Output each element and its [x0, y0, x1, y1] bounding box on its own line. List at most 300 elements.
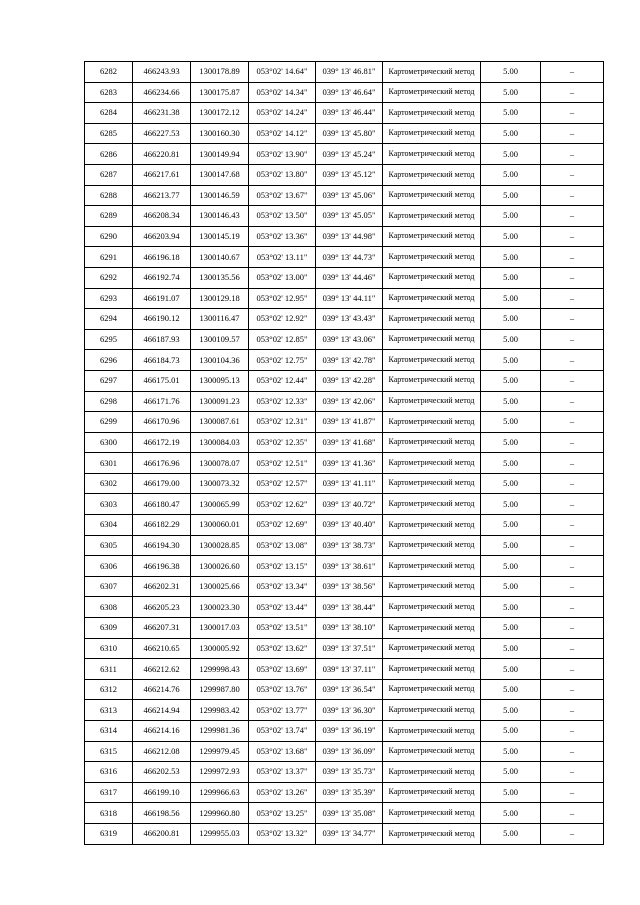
accuracy-cell: 5.00	[481, 247, 541, 268]
table-row	[85, 350, 604, 371]
note-cell: –	[541, 412, 604, 433]
accuracy-cell: 5.00	[481, 370, 541, 391]
latitude-cell: 053°02' 13.62"	[249, 638, 316, 659]
y-coordinate-cell: 1299979.45	[191, 741, 249, 762]
accuracy-cell: 5.00	[481, 721, 541, 742]
y-coordinate-cell: 1299955.03	[191, 823, 249, 844]
accuracy-cell: 5.00	[481, 144, 541, 165]
y-coordinate-cell: 1300087.61	[191, 412, 249, 433]
note-cell: –	[541, 62, 604, 83]
latitude-cell: 053°02' 12.92"	[249, 309, 316, 330]
note-cell: –	[541, 288, 604, 309]
latitude-cell: 053°02' 13.11"	[249, 247, 316, 268]
method-cell: Картометрический метод	[383, 247, 481, 268]
table-row	[85, 82, 604, 103]
method-cell: Картометрический метод	[383, 62, 481, 83]
x-coordinate-cell: 466176.96	[133, 453, 191, 474]
y-coordinate-cell: 1299983.42	[191, 700, 249, 721]
y-coordinate-cell: 1299960.80	[191, 803, 249, 824]
latitude-cell: 053°02' 13.34"	[249, 576, 316, 597]
y-coordinate-cell: 1300160.30	[191, 123, 249, 144]
x-coordinate-cell: 466196.18	[133, 247, 191, 268]
point-number-cell: 6282	[85, 62, 133, 83]
y-coordinate-cell: 1299972.93	[191, 762, 249, 783]
accuracy-cell: 5.00	[481, 62, 541, 83]
x-coordinate-cell: 466205.23	[133, 597, 191, 618]
x-coordinate-cell: 466212.08	[133, 741, 191, 762]
point-number-cell: 6315	[85, 741, 133, 762]
y-coordinate-cell: 1299981.36	[191, 721, 249, 742]
accuracy-cell: 5.00	[481, 823, 541, 844]
note-cell: –	[541, 164, 604, 185]
table-row	[85, 638, 604, 659]
x-coordinate-cell: 466220.81	[133, 144, 191, 165]
y-coordinate-cell: 1299966.63	[191, 782, 249, 803]
longitude-cell: 039° 13' 43.06"	[316, 329, 383, 350]
accuracy-cell: 5.00	[481, 432, 541, 453]
y-coordinate-cell: 1300145.19	[191, 226, 249, 247]
table-row	[85, 535, 604, 556]
note-cell: –	[541, 432, 604, 453]
note-cell: –	[541, 659, 604, 680]
accuracy-cell: 5.00	[481, 412, 541, 433]
point-number-cell: 6283	[85, 82, 133, 103]
point-number-cell: 6308	[85, 597, 133, 618]
point-number-cell: 6284	[85, 103, 133, 124]
point-number-cell: 6298	[85, 391, 133, 412]
accuracy-cell: 5.00	[481, 267, 541, 288]
method-cell: Картометрический метод	[383, 185, 481, 206]
x-coordinate-cell: 466170.96	[133, 412, 191, 433]
x-coordinate-cell: 466180.47	[133, 494, 191, 515]
latitude-cell: 053°02' 12.62"	[249, 494, 316, 515]
longitude-cell: 039° 13' 38.10"	[316, 618, 383, 639]
accuracy-cell: 5.00	[481, 659, 541, 680]
note-cell: –	[541, 782, 604, 803]
table-row	[85, 515, 604, 536]
point-number-cell: 6295	[85, 329, 133, 350]
accuracy-cell: 5.00	[481, 515, 541, 536]
method-cell: Картометрический метод	[383, 473, 481, 494]
table-row	[85, 597, 604, 618]
x-coordinate-cell: 466213.77	[133, 185, 191, 206]
longitude-cell: 039° 13' 45.06"	[316, 185, 383, 206]
y-coordinate-cell: 1299987.80	[191, 679, 249, 700]
x-coordinate-cell: 466243.93	[133, 62, 191, 83]
longitude-cell: 039° 13' 38.73"	[316, 535, 383, 556]
latitude-cell: 053°02' 13.15"	[249, 556, 316, 577]
y-coordinate-cell: 1300095.13	[191, 370, 249, 391]
method-cell: Картометрический метод	[383, 350, 481, 371]
table-row	[85, 453, 604, 474]
note-cell: –	[541, 144, 604, 165]
x-coordinate-cell: 466179.00	[133, 473, 191, 494]
longitude-cell: 039° 13' 45.24"	[316, 144, 383, 165]
latitude-cell: 053°02' 13.25"	[249, 803, 316, 824]
x-coordinate-cell: 466202.31	[133, 576, 191, 597]
point-number-cell: 6309	[85, 618, 133, 639]
method-cell: Картометрический метод	[383, 164, 481, 185]
latitude-cell: 053°02' 14.64"	[249, 62, 316, 83]
method-cell: Картометрический метод	[383, 123, 481, 144]
latitude-cell: 053°02' 12.33"	[249, 391, 316, 412]
longitude-cell: 039° 13' 45.80"	[316, 123, 383, 144]
accuracy-cell: 5.00	[481, 576, 541, 597]
method-cell: Картометрический метод	[383, 700, 481, 721]
accuracy-cell: 5.00	[481, 762, 541, 783]
accuracy-cell: 5.00	[481, 350, 541, 371]
x-coordinate-cell: 466187.93	[133, 329, 191, 350]
method-cell: Картометрический метод	[383, 144, 481, 165]
latitude-cell: 053°02' 13.32"	[249, 823, 316, 844]
latitude-cell: 053°02' 13.44"	[249, 597, 316, 618]
note-cell: –	[541, 329, 604, 350]
note-cell: –	[541, 185, 604, 206]
accuracy-cell: 5.00	[481, 741, 541, 762]
point-number-cell: 6319	[85, 823, 133, 844]
method-cell: Картометрический метод	[383, 741, 481, 762]
point-number-cell: 6313	[85, 700, 133, 721]
note-cell: –	[541, 535, 604, 556]
note-cell: –	[541, 82, 604, 103]
longitude-cell: 039° 13' 42.06"	[316, 391, 383, 412]
note-cell: –	[541, 576, 604, 597]
point-number-cell: 6303	[85, 494, 133, 515]
latitude-cell: 053°02' 13.77"	[249, 700, 316, 721]
method-cell: Картометрический метод	[383, 226, 481, 247]
point-number-cell: 6306	[85, 556, 133, 577]
latitude-cell: 053°02' 13.00"	[249, 267, 316, 288]
longitude-cell: 039° 13' 44.73"	[316, 247, 383, 268]
method-cell: Картометрический метод	[383, 515, 481, 536]
method-cell: Картометрический метод	[383, 206, 481, 227]
x-coordinate-cell: 466214.94	[133, 700, 191, 721]
latitude-cell: 053°02' 13.68"	[249, 741, 316, 762]
point-number-cell: 6294	[85, 309, 133, 330]
longitude-cell: 039° 13' 46.81"	[316, 62, 383, 83]
x-coordinate-cell: 466212.62	[133, 659, 191, 680]
y-coordinate-cell: 1300146.59	[191, 185, 249, 206]
note-cell: –	[541, 350, 604, 371]
x-coordinate-cell: 466175.01	[133, 370, 191, 391]
method-cell: Картометрический метод	[383, 309, 481, 330]
latitude-cell: 053°02' 12.35"	[249, 432, 316, 453]
accuracy-cell: 5.00	[481, 803, 541, 824]
point-number-cell: 6292	[85, 267, 133, 288]
x-coordinate-cell: 466234.66	[133, 82, 191, 103]
table-row	[85, 782, 604, 803]
method-cell: Картометрический метод	[383, 267, 481, 288]
accuracy-cell: 5.00	[481, 618, 541, 639]
accuracy-cell: 5.00	[481, 535, 541, 556]
y-coordinate-cell: 1299998.43	[191, 659, 249, 680]
longitude-cell: 039° 13' 41.87"	[316, 412, 383, 433]
point-number-cell: 6301	[85, 453, 133, 474]
accuracy-cell: 5.00	[481, 494, 541, 515]
note-cell: –	[541, 267, 604, 288]
point-number-cell: 6291	[85, 247, 133, 268]
y-coordinate-cell: 1300091.23	[191, 391, 249, 412]
y-coordinate-cell: 1300178.89	[191, 62, 249, 83]
note-cell: –	[541, 391, 604, 412]
accuracy-cell: 5.00	[481, 597, 541, 618]
y-coordinate-cell: 1300060.01	[191, 515, 249, 536]
y-coordinate-cell: 1300078.07	[191, 453, 249, 474]
y-coordinate-cell: 1300028.85	[191, 535, 249, 556]
longitude-cell: 039° 13' 46.44"	[316, 103, 383, 124]
table-row	[85, 576, 604, 597]
table-row	[85, 721, 604, 742]
longitude-cell: 039° 13' 34.77"	[316, 823, 383, 844]
point-number-cell: 6312	[85, 679, 133, 700]
point-number-cell: 6314	[85, 721, 133, 742]
longitude-cell: 039° 13' 44.98"	[316, 226, 383, 247]
x-coordinate-cell: 466231.38	[133, 103, 191, 124]
point-number-cell: 6290	[85, 226, 133, 247]
table-row	[85, 329, 604, 350]
method-cell: Картометрический метод	[383, 762, 481, 783]
y-coordinate-cell: 1300175.87	[191, 82, 249, 103]
y-coordinate-cell: 1300065.99	[191, 494, 249, 515]
latitude-cell: 053°02' 13.76"	[249, 679, 316, 700]
x-coordinate-cell: 466203.94	[133, 226, 191, 247]
point-number-cell: 6296	[85, 350, 133, 371]
table-row	[85, 700, 604, 721]
latitude-cell: 053°02' 12.44"	[249, 370, 316, 391]
table-row	[85, 473, 604, 494]
latitude-cell: 053°02' 12.51"	[249, 453, 316, 474]
table-row	[85, 226, 604, 247]
x-coordinate-cell: 466172.19	[133, 432, 191, 453]
x-coordinate-cell: 466182.29	[133, 515, 191, 536]
method-cell: Картометрический метод	[383, 556, 481, 577]
table-row	[85, 144, 604, 165]
method-cell: Картометрический метод	[383, 288, 481, 309]
latitude-cell: 053°02' 12.75"	[249, 350, 316, 371]
latitude-cell: 053°02' 13.26"	[249, 782, 316, 803]
note-cell: –	[541, 762, 604, 783]
table-row	[85, 741, 604, 762]
longitude-cell: 039° 13' 41.36"	[316, 453, 383, 474]
point-number-cell: 6310	[85, 638, 133, 659]
latitude-cell: 053°02' 13.74"	[249, 721, 316, 742]
latitude-cell: 053°02' 13.51"	[249, 618, 316, 639]
table-row	[85, 206, 604, 227]
point-number-cell: 6302	[85, 473, 133, 494]
y-coordinate-cell: 1300084.03	[191, 432, 249, 453]
table-row	[85, 247, 604, 268]
point-number-cell: 6300	[85, 432, 133, 453]
accuracy-cell: 5.00	[481, 700, 541, 721]
latitude-cell: 053°02' 13.69"	[249, 659, 316, 680]
note-cell: –	[541, 473, 604, 494]
point-number-cell: 6307	[85, 576, 133, 597]
note-cell: –	[541, 515, 604, 536]
table-row	[85, 412, 604, 433]
accuracy-cell: 5.00	[481, 329, 541, 350]
point-number-cell: 6297	[85, 370, 133, 391]
accuracy-cell: 5.00	[481, 391, 541, 412]
y-coordinate-cell: 1300026.60	[191, 556, 249, 577]
accuracy-cell: 5.00	[481, 638, 541, 659]
x-coordinate-cell: 466217.61	[133, 164, 191, 185]
accuracy-cell: 5.00	[481, 185, 541, 206]
longitude-cell: 039° 13' 36.09"	[316, 741, 383, 762]
table-row	[85, 103, 604, 124]
latitude-cell: 053°02' 12.85"	[249, 329, 316, 350]
longitude-cell: 039° 13' 45.05"	[316, 206, 383, 227]
table-row	[85, 391, 604, 412]
longitude-cell: 039° 13' 38.61"	[316, 556, 383, 577]
x-coordinate-cell: 466199.10	[133, 782, 191, 803]
accuracy-cell: 5.00	[481, 206, 541, 227]
method-cell: Картометрический метод	[383, 535, 481, 556]
longitude-cell: 039° 13' 36.19"	[316, 721, 383, 742]
longitude-cell: 039° 13' 38.44"	[316, 597, 383, 618]
longitude-cell: 039° 13' 36.30"	[316, 700, 383, 721]
longitude-cell: 039° 13' 42.28"	[316, 370, 383, 391]
accuracy-cell: 5.00	[481, 226, 541, 247]
y-coordinate-cell: 1300025.66	[191, 576, 249, 597]
note-cell: –	[541, 370, 604, 391]
point-number-cell: 6318	[85, 803, 133, 824]
method-cell: Картометрический метод	[383, 103, 481, 124]
point-number-cell: 6311	[85, 659, 133, 680]
latitude-cell: 053°02' 12.95"	[249, 288, 316, 309]
note-cell: –	[541, 123, 604, 144]
table-row	[85, 494, 604, 515]
x-coordinate-cell: 466196.38	[133, 556, 191, 577]
note-cell: –	[541, 803, 604, 824]
y-coordinate-cell: 1300005.92	[191, 638, 249, 659]
method-cell: Картометрический метод	[383, 638, 481, 659]
note-cell: –	[541, 556, 604, 577]
latitude-cell: 053°02' 13.80"	[249, 164, 316, 185]
longitude-cell: 039° 13' 37.11"	[316, 659, 383, 680]
longitude-cell: 039° 13' 41.11"	[316, 473, 383, 494]
x-coordinate-cell: 466207.31	[133, 618, 191, 639]
table-row	[85, 164, 604, 185]
accuracy-cell: 5.00	[481, 556, 541, 577]
note-cell: –	[541, 206, 604, 227]
point-number-cell: 6288	[85, 185, 133, 206]
note-cell: –	[541, 741, 604, 762]
note-cell: –	[541, 494, 604, 515]
longitude-cell: 039° 13' 46.64"	[316, 82, 383, 103]
longitude-cell: 039° 13' 44.11"	[316, 288, 383, 309]
y-coordinate-cell: 1300017.03	[191, 618, 249, 639]
method-cell: Картометрический метод	[383, 432, 481, 453]
latitude-cell: 053°02' 13.36"	[249, 226, 316, 247]
y-coordinate-cell: 1300104.36	[191, 350, 249, 371]
method-cell: Картометрический метод	[383, 823, 481, 844]
y-coordinate-cell: 1300147.68	[191, 164, 249, 185]
x-coordinate-cell: 466214.16	[133, 721, 191, 742]
note-cell: –	[541, 309, 604, 330]
note-cell: –	[541, 679, 604, 700]
coordinates-table	[84, 61, 604, 845]
accuracy-cell: 5.00	[481, 82, 541, 103]
x-coordinate-cell: 466194.30	[133, 535, 191, 556]
method-cell: Картометрический метод	[383, 679, 481, 700]
point-number-cell: 6289	[85, 206, 133, 227]
latitude-cell: 053°02' 13.50"	[249, 206, 316, 227]
longitude-cell: 039° 13' 45.12"	[316, 164, 383, 185]
latitude-cell: 053°02' 13.90"	[249, 144, 316, 165]
y-coordinate-cell: 1300172.12	[191, 103, 249, 124]
table-row	[85, 185, 604, 206]
latitude-cell: 053°02' 14.12"	[249, 123, 316, 144]
accuracy-cell: 5.00	[481, 309, 541, 330]
latitude-cell: 053°02' 14.24"	[249, 103, 316, 124]
point-number-cell: 6293	[85, 288, 133, 309]
x-coordinate-cell: 466198.56	[133, 803, 191, 824]
y-coordinate-cell: 1300129.18	[191, 288, 249, 309]
method-cell: Картометрический метод	[383, 453, 481, 474]
x-coordinate-cell: 466200.81	[133, 823, 191, 844]
longitude-cell: 039° 13' 35.39"	[316, 782, 383, 803]
x-coordinate-cell: 466191.07	[133, 288, 191, 309]
longitude-cell: 039° 13' 35.73"	[316, 762, 383, 783]
table-row	[85, 309, 604, 330]
longitude-cell: 039° 13' 35.08"	[316, 803, 383, 824]
note-cell: –	[541, 638, 604, 659]
accuracy-cell: 5.00	[481, 782, 541, 803]
table-row	[85, 288, 604, 309]
method-cell: Картометрический метод	[383, 618, 481, 639]
note-cell: –	[541, 721, 604, 742]
method-cell: Картометрический метод	[383, 721, 481, 742]
y-coordinate-cell: 1300073.32	[191, 473, 249, 494]
point-number-cell: 6286	[85, 144, 133, 165]
longitude-cell: 039° 13' 36.54"	[316, 679, 383, 700]
point-number-cell: 6304	[85, 515, 133, 536]
table-row	[85, 823, 604, 844]
y-coordinate-cell: 1300116.47	[191, 309, 249, 330]
longitude-cell: 039° 13' 42.78"	[316, 350, 383, 371]
note-cell: –	[541, 597, 604, 618]
method-cell: Картометрический метод	[383, 370, 481, 391]
table-row	[85, 432, 604, 453]
accuracy-cell: 5.00	[481, 473, 541, 494]
table-row	[85, 803, 604, 824]
accuracy-cell: 5.00	[481, 123, 541, 144]
table-row	[85, 62, 604, 83]
table-row	[85, 659, 604, 680]
method-cell: Картометрический метод	[383, 576, 481, 597]
longitude-cell: 039° 13' 38.56"	[316, 576, 383, 597]
longitude-cell: 039° 13' 37.51"	[316, 638, 383, 659]
note-cell: –	[541, 453, 604, 474]
method-cell: Картометрический метод	[383, 412, 481, 433]
x-coordinate-cell: 466184.73	[133, 350, 191, 371]
method-cell: Картометрический метод	[383, 329, 481, 350]
point-number-cell: 6305	[85, 535, 133, 556]
latitude-cell: 053°02' 13.67"	[249, 185, 316, 206]
point-number-cell: 6299	[85, 412, 133, 433]
note-cell: –	[541, 618, 604, 639]
coordinates-table-body	[85, 62, 604, 845]
table-row	[85, 556, 604, 577]
x-coordinate-cell: 466214.76	[133, 679, 191, 700]
accuracy-cell: 5.00	[481, 453, 541, 474]
note-cell: –	[541, 103, 604, 124]
x-coordinate-cell: 466208.34	[133, 206, 191, 227]
y-coordinate-cell: 1300023.30	[191, 597, 249, 618]
method-cell: Картометрический метод	[383, 659, 481, 680]
method-cell: Картометрический метод	[383, 597, 481, 618]
longitude-cell: 039° 13' 41.68"	[316, 432, 383, 453]
